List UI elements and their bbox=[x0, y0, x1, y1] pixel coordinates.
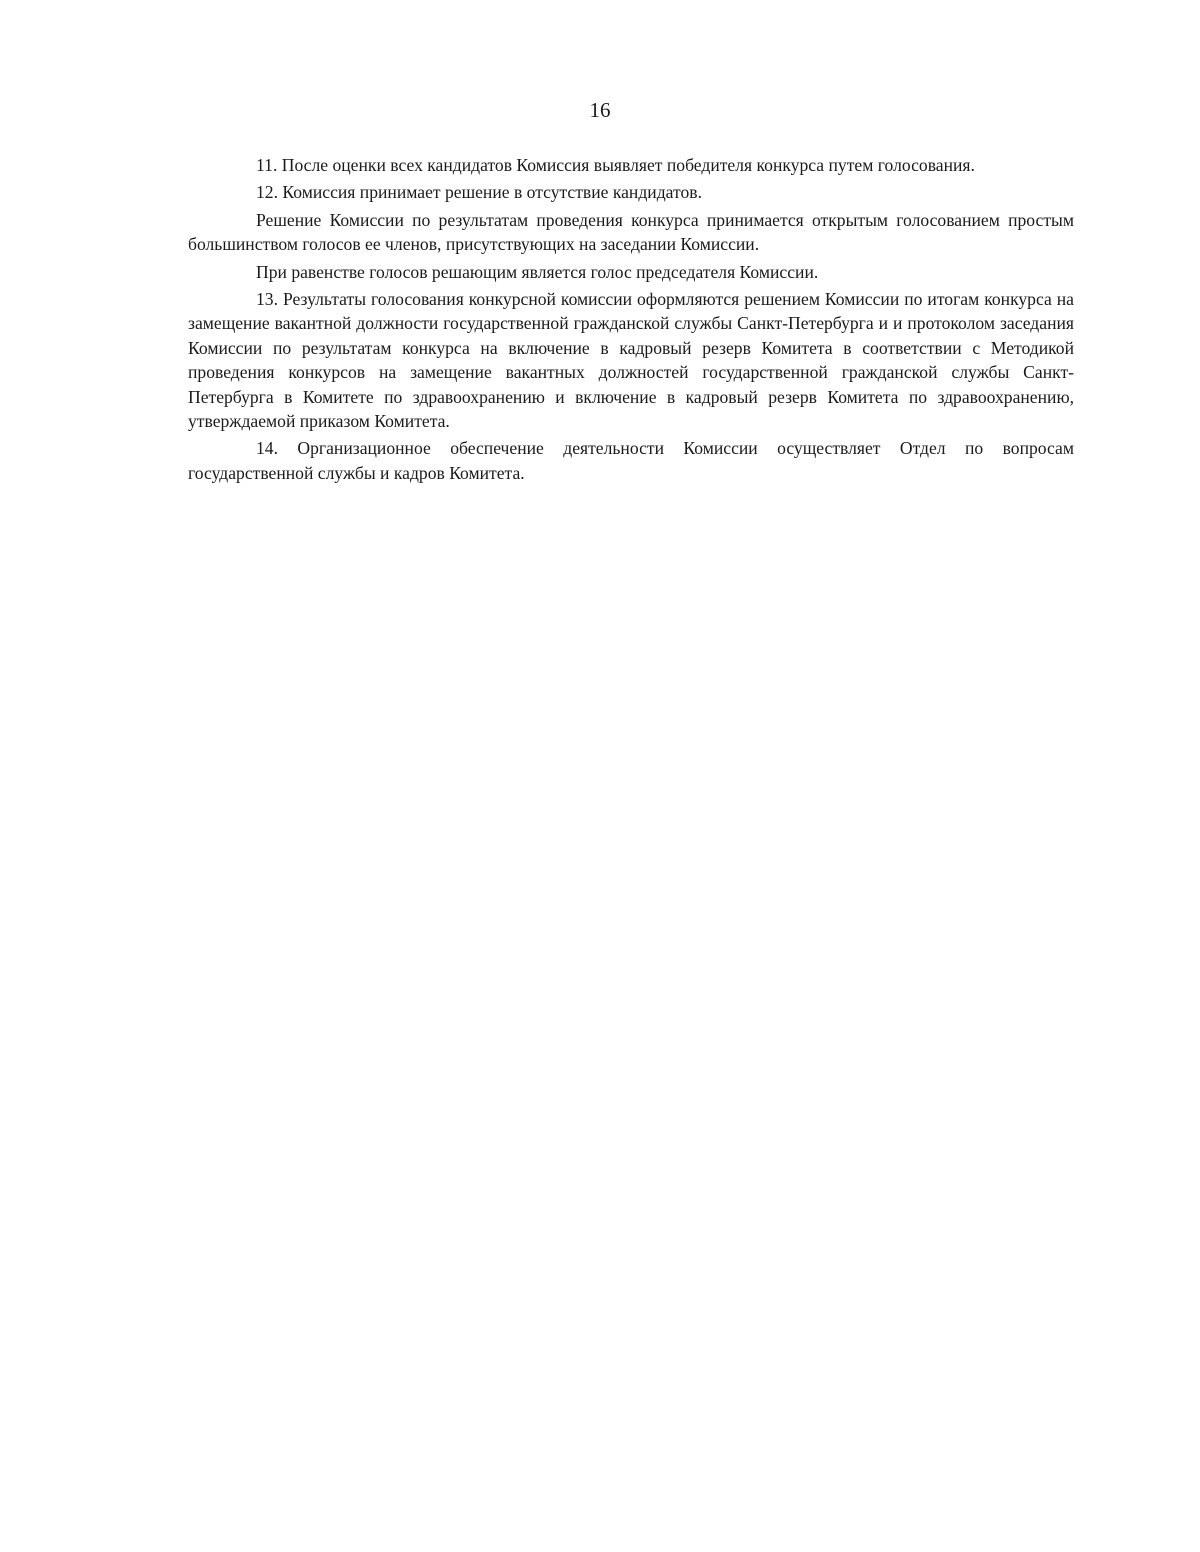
paragraph-12: 12. Комиссия принимает решение в отсутствие кандидатов. bbox=[256, 182, 702, 203]
paragraph-11: 11. После оценки всех кандидатов Комиссия выявляет победителя конкурса путем голосования. bbox=[256, 155, 975, 175]
page-number: 16 bbox=[589, 98, 611, 122]
paragraph-13: 13. Результаты голосования конкурсной комиссии оформляются решением Комиссии по итогам конкурса на замещение вакантной должности государственной гражданской службы Санкт-Петербурга и и протоколом заседания Комиссии по результатам конкурса на включение в кадровый резерв Комитета в соответствии с Методикой проведения конкурсов на замещение вакантных должностей государственной гражданской службы Санкт-Петербурга в Комитете по здравоохранению и включение в кадровый резерв Комитета по здравоохранению, утверждаемой приказом Комитета. bbox=[188, 289, 1074, 432]
document-body bbox=[188, 153, 1074, 488]
paragraph-14: 14. Организационное обеспечение деятельности Комиссии осуществляет Отдел по вопросам государственной службы и кадров Комитета. bbox=[188, 438, 1074, 483]
paragraph-decision: Решение Комиссии по результатам проведения конкурса принимается открытым голосованием простым большинством голосов ее членов, присутствующих на заседании Комиссии. bbox=[188, 209, 1074, 255]
paragraph-tie-vote: При равенстве голосов решающим является голос председателя Комиссии. bbox=[256, 261, 819, 282]
